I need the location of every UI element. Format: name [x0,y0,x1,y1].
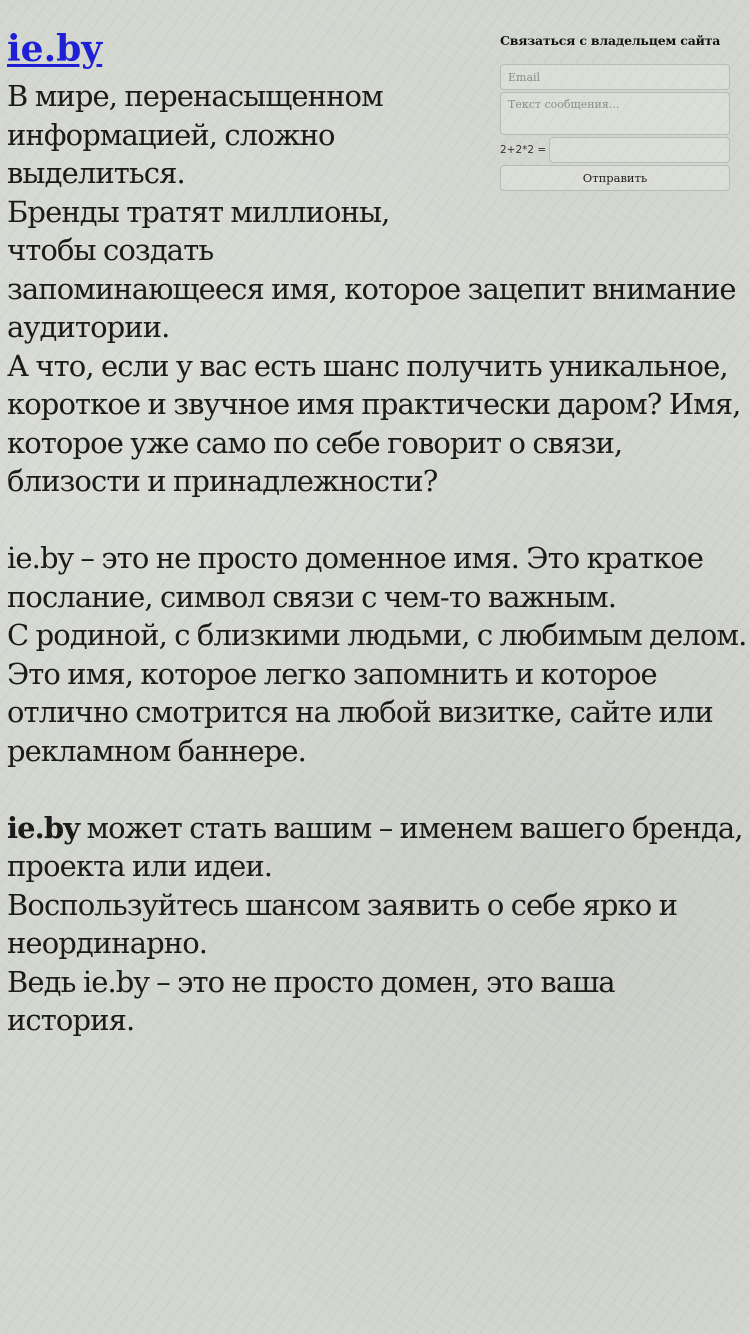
text-line: ie.by – это не просто доменное имя. Это краткое послание, символ связи с чем-то важным. [7,541,704,614]
site-title-link[interactable]: ie.by [7,28,103,70]
main-content [7,28,747,1040]
paragraph-3 [7,809,747,1040]
captcha-label: 2+2*2 = [500,144,547,156]
form-spacer [437,77,747,252]
send-button[interactable]: Отправить [500,165,730,191]
text-line: Воспользуйтесь шансом заявить о себе ярко и неординарно. [7,887,678,961]
site-title [7,28,747,71]
article [7,77,747,1040]
text-fragment: может стать вашим – именем вашего бренда, проекта или идеи. [7,810,743,884]
text-line: Ведь ie.by – это не просто домен, это ваша история. [7,964,615,1038]
contact-title: Связаться с владельцем сайта [500,33,721,48]
text-line: Бренды тратят миллионы, чтобы создать запоминающееся имя, которое зацепит внимание аудитории. [7,194,736,345]
text-line: Это имя, которое легко запомнить и которое отлично смотрится на любой визитке, сайте или рекламном баннере. [7,656,713,768]
text-line: А что, если у вас есть шанс получить уникальное, короткое и звучное имя практически даром? Имя, которое уже само по себе говорит о связи, близости и принадлежности? [7,348,741,499]
paragraph-gap [7,501,747,540]
brand-name: ie.by [7,810,80,845]
paragraph-gap [7,770,747,809]
paragraph-2 [7,539,747,770]
text-line [7,809,747,886]
text-line: В мире, перенасыщенном информацией, сложно выделиться. [7,79,383,191]
text-line: С родиной, с близкими людьми, с любимым делом. [7,618,747,653]
